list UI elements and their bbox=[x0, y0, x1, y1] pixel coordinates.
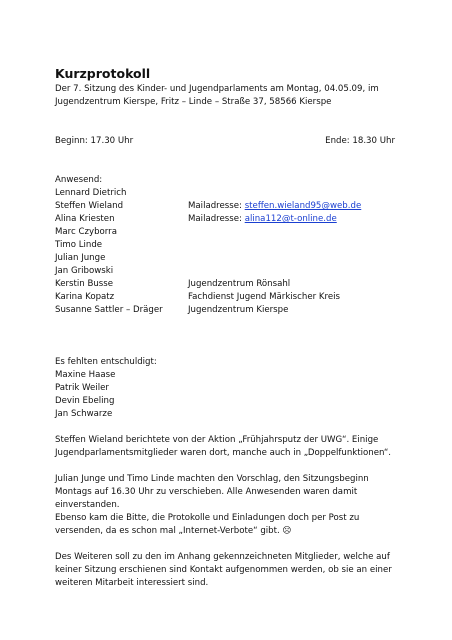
attendee-note-text: Jugendzentrum Kierspe bbox=[188, 305, 289, 315]
intro-line-1: Der 7. Sitzung des Kinder- und Jugendparlaments am Montag, 04.05.09, im bbox=[55, 84, 379, 94]
attendee-name: Kerstin Busse bbox=[55, 279, 114, 289]
document-title: Kurzprotokoll bbox=[55, 66, 151, 81]
excused-name: Devin Ebeling bbox=[55, 396, 115, 406]
attendee-note-text: Fachdienst Jugend Märkischer Kreis bbox=[188, 292, 341, 302]
excused-name: Maxine Haase bbox=[55, 370, 116, 380]
paragraph-meeting-time bbox=[55, 473, 395, 538]
attendee-name: Lennard Dietrich bbox=[55, 188, 127, 198]
attendee-row bbox=[55, 291, 395, 304]
start-time: Beginn: 17.30 Uhr bbox=[55, 136, 134, 146]
paragraph-line: weiteren Mitarbeit interessiert sind. bbox=[55, 578, 209, 588]
attendee-name: Marc Czyborra bbox=[55, 227, 117, 237]
attendee-name: Julian Junge bbox=[55, 253, 106, 263]
attendee-name: Steffen Wieland bbox=[55, 201, 124, 211]
paragraph-line: Steffen Wieland berichtete von der Aktion „Frühjahrsputz der UWG“. Einige bbox=[55, 435, 379, 445]
excused-list bbox=[55, 369, 395, 421]
email-link[interactable]: alina112@t-online.de bbox=[244, 214, 337, 224]
attendee-row bbox=[55, 304, 395, 317]
attendee-note-text: Mailadresse: bbox=[188, 214, 245, 224]
meeting-times bbox=[55, 135, 395, 148]
attendee-row bbox=[55, 213, 395, 226]
paragraph-line: Montags auf 16.30 Uhr zu verschieben. Alle Anwesenden waren damit bbox=[55, 487, 358, 497]
paragraph-line: Jugendparlamentsmitglieder waren dort, manche auch in „Doppelfunktionen“. bbox=[55, 448, 392, 458]
email-link[interactable]: steffen.wieland95@web.de bbox=[244, 201, 362, 211]
paragraph-contact-members bbox=[55, 551, 395, 590]
paragraph-spring-cleaning bbox=[55, 434, 395, 460]
attendee-row bbox=[55, 239, 395, 252]
attendee-note bbox=[188, 278, 290, 291]
attendee-name: Jan Gribowski bbox=[55, 266, 114, 276]
paragraph-line: keiner Sitzung erschienen sind Kontakt aufgenommen werden, ob sie an einer bbox=[55, 565, 392, 575]
attendee-note-text: Jugendzentrum Rönsahl bbox=[188, 279, 291, 289]
attendee-row bbox=[55, 278, 395, 291]
attendee-name: Karina Kopatz bbox=[55, 292, 115, 302]
attendee-row bbox=[55, 252, 395, 265]
attendee-row bbox=[55, 226, 395, 239]
attendee-note bbox=[188, 213, 337, 226]
attendee-name: Susanne Sattler – Dräger bbox=[55, 305, 163, 315]
attendee-note bbox=[188, 304, 288, 317]
paragraph-line: versenden, da es schon mal „Internet-Verbote“ gibt. ☹ bbox=[55, 526, 292, 536]
attendees-list bbox=[55, 187, 395, 317]
paragraph-line: einverstanden. bbox=[55, 500, 120, 510]
attendee-name: Alina Kriesten bbox=[55, 214, 115, 224]
paragraph-line: Des Weiteren soll zu den im Anhang gekennzeichneten Mitglieder, welche auf bbox=[55, 552, 390, 562]
excused-name: Patrik Weiler bbox=[55, 383, 109, 393]
intro-line-2: Jugendzentrum Kierspe, Fritz – Linde – Straße 37, 58566 Kierspe bbox=[55, 97, 332, 107]
attendee-name: Timo Linde bbox=[55, 240, 103, 250]
paragraph-line: Ebenso kam die Bitte, die Protokolle und Einladungen doch per Post zu bbox=[55, 513, 360, 523]
attendee-note-text: Mailadresse: bbox=[188, 201, 245, 211]
attendee-row bbox=[55, 200, 395, 213]
end-time: Ende: 18.30 Uhr bbox=[325, 136, 395, 146]
excused-name: Jan Schwarze bbox=[55, 409, 113, 419]
protocol-document bbox=[55, 66, 395, 590]
attendee-note bbox=[188, 291, 340, 304]
attendee-row bbox=[55, 187, 395, 200]
excused-label: Es fehlten entschuldigt: bbox=[55, 357, 157, 367]
attendee-note bbox=[188, 200, 361, 213]
attendees-label: Anwesend: bbox=[55, 175, 103, 185]
paragraph-line: Julian Junge und Timo Linde machten den Vorschlag, den Sitzungsbeginn bbox=[55, 474, 369, 484]
attendee-row bbox=[55, 265, 395, 278]
